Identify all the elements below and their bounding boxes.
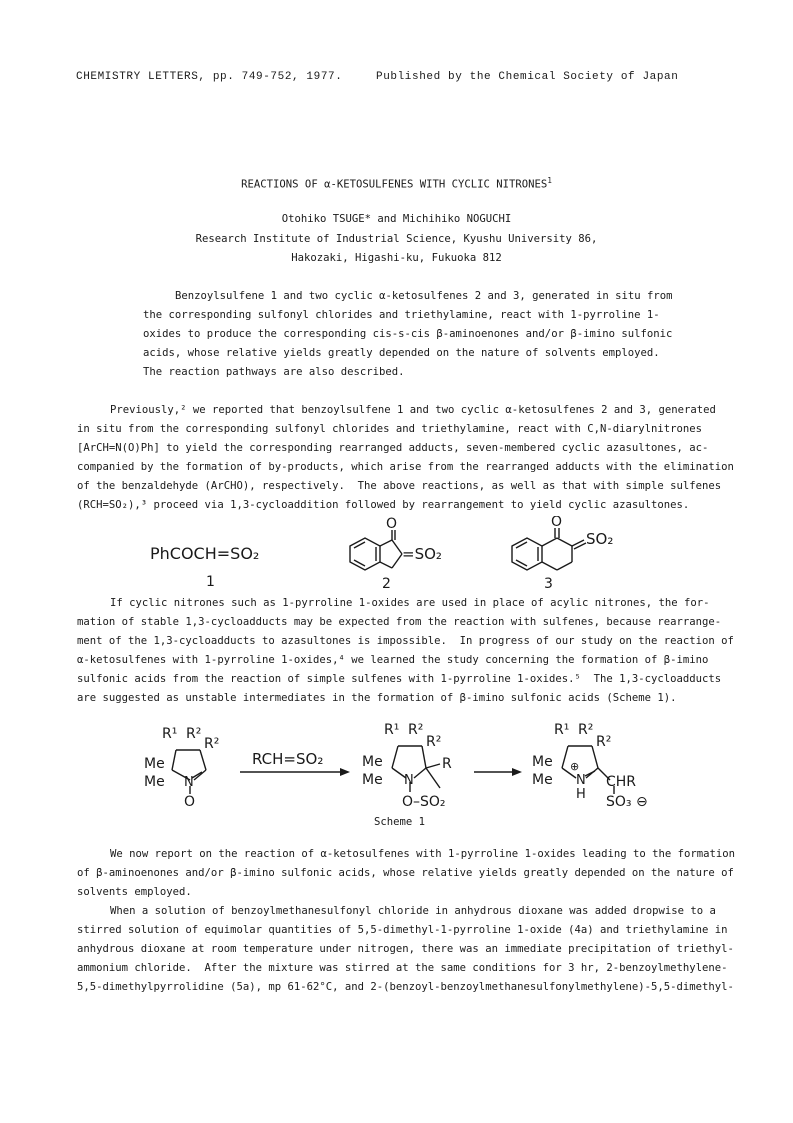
authors: Otohiko TSUGE* and Michihiko NOGUCHI <box>281 213 512 225</box>
r1-label: R¹ <box>384 722 400 738</box>
body-line: [ArCH=N(O)Ph] to yield the corresponding rearranged adducts, seven-membered cyclic azasultones, ac- <box>77 442 709 454</box>
body-line: mation of stable 1,3-cycloadducts may be expected from the reaction with sulfenes, because rearrange- <box>77 616 722 628</box>
abstract-line: Benzoylsulfene 1 and two cyclic α-ketosulfenes 2 and 3, generated in situ from <box>175 290 673 302</box>
body-line: Previously,² we reported that benzoylsulfene 1 and two cyclic α-ketosulfenes 2 and 3, generated <box>110 404 716 416</box>
reagent-label: RCH=SO₂ <box>252 750 324 768</box>
body-line: solvents employed. <box>77 886 192 898</box>
r-label: R <box>442 756 452 772</box>
affiliation-line-1: Research Institute of Industrial Science, Kyushu University 86, <box>195 233 598 245</box>
body-line: ment of the 1,3-cycloadducts to azasultones is impossible. In progress of our study on the reaction of <box>77 635 734 647</box>
arrow-head-1 <box>340 768 350 776</box>
body-line: (RCH=SO₂),³ proceed via 1,3-cycloaddition followed by rearrangement to yield cyclic azasultones. <box>77 499 690 511</box>
body-line: sulfonic acids from the reaction of simple sulfenes with 1-pyrroline 1-oxides.⁵ The 1,3-cycloadducts <box>77 673 722 685</box>
body-line: of the benzaldehyde (ArCHO), respectively. The above reactions, as well as that with simple sulfenes <box>77 480 722 492</box>
arrow-head-2 <box>512 768 522 776</box>
r1-label: R¹ <box>554 722 570 738</box>
r2-label: R² <box>596 734 612 750</box>
methyl-label: Me <box>144 774 165 790</box>
methyl-label: Me <box>362 772 383 788</box>
paper-title <box>0 176 793 191</box>
compound-1-formula: PhCOCH=SO₂ <box>150 544 260 563</box>
sultone-label: O–SO₂ <box>402 794 446 810</box>
body-line: We now report on the reaction of α-ketosulfenes with 1-pyrroline 1-oxides leading to the formation <box>110 848 736 860</box>
compound-3-label: 3 <box>544 576 553 592</box>
r2-label: R² <box>204 736 220 752</box>
r1-label: R¹ <box>162 726 178 742</box>
r2-label: R² <box>426 734 442 750</box>
methyl-label: Me <box>362 754 383 770</box>
compound-3-so2: SO₂ <box>586 530 614 548</box>
scheme-1-diagram <box>140 716 700 812</box>
compound-1-label: 1 <box>206 574 215 590</box>
r2-label: R² <box>578 722 594 738</box>
compound-2-so2: =SO₂ <box>402 545 442 563</box>
body-line: When a solution of benzoylmethanesulfonyl chloride in anhydrous dioxane was added dropwise to a <box>110 905 716 917</box>
sulfonate-label: SO₃ ⊖ <box>606 794 648 810</box>
chr-label: CHR <box>606 774 637 790</box>
compound-2-oxygen: O <box>386 516 398 532</box>
body-line: of β-aminoenones and/or β-imino sulfonic acids, whose relative yields greatly depended on the nature of <box>77 867 734 879</box>
r2-label: R² <box>186 726 202 742</box>
r2-label: R² <box>408 722 424 738</box>
body-line: ammonium chloride. After the mixture was stirred at the same conditions for 3 hr, 2-benzoylmethylene- <box>77 962 728 974</box>
cycloadduct-structure <box>392 746 440 792</box>
affiliation-line-2: Hakozaki, Higashi-ku, Fukuoka 812 <box>291 252 502 264</box>
nitrogen-label: N <box>404 773 414 788</box>
compound-2-structure <box>350 530 402 570</box>
body-line: α-ketosulfenes with 1-pyrroline 1-oxides,⁴ we learned the study concerning the formation of β-imino <box>77 654 709 666</box>
nitrogen-label: N <box>184 775 194 790</box>
paper-title-text: REACTIONS OF α-KETOSULFENES WITH CYCLIC NITRONES <box>241 178 548 191</box>
methyl-label: Me <box>532 754 553 770</box>
journal-citation: CHEMISTRY LETTERS, pp. 749-752, 1977. <box>76 71 343 83</box>
body-line: If cyclic nitrones such as 1-pyrroline 1-oxides are used in place of acylic nitrones, the for- <box>110 597 710 609</box>
body-line: 5,5-dimethylpyrrolidine (5a), mp 61-62°C, and 2-(benzoyl-benzoylmethanesulfonylmethylene)-5,5-dimethyl- <box>77 981 734 993</box>
publisher-line: Published by the Chemical Society of Japan <box>376 71 679 83</box>
body-line: stirred solution of equimolar quantities of 5,5-dimethyl-1-pyrroline 1-oxide (4a) and triethylamine in <box>77 924 728 936</box>
positive-charge: ⊕ <box>570 760 580 773</box>
compound-3-structure <box>512 528 586 570</box>
abstract-line: acids, whose relative yields greatly depended on the nature of solvents employed. <box>143 347 660 359</box>
abstract-line: oxides to produce the corresponding cis-s-cis β-aminoenones and/or β-imino sulfonic <box>143 328 673 340</box>
body-line: in situ from the corresponding sulfonyl chlorides and triethylamine, react with C,N-diarylnitrones <box>77 423 703 435</box>
body-line: companied by the formation of by-products, which arise from the rearranged adducts with the elimination <box>77 461 734 473</box>
compound-2-label: 2 <box>382 576 391 592</box>
abstract-line: the corresponding sulfonyl chlorides and triethylamine, react with 1-pyrroline 1- <box>143 309 660 321</box>
compound-3-oxygen: O <box>551 516 563 530</box>
title-footnote-ref: 1 <box>547 176 552 185</box>
abstract-line: The reaction pathways are also described. <box>143 366 405 378</box>
methyl-label: Me <box>532 772 553 788</box>
body-line: are suggested as unstable intermediates in the formation of β-imino sulfonic acids (Scheme 1). <box>77 692 677 704</box>
nitrogen-label: N <box>576 773 586 788</box>
scheme-caption: Scheme 1 <box>374 816 426 828</box>
methyl-label: Me <box>144 756 165 772</box>
body-line: anhydrous dioxane at room temperature under nitrogen, there was an immediate precipitation of triethyl- <box>77 943 734 955</box>
compound-structures <box>120 516 640 598</box>
oxygen-label: O <box>184 794 196 810</box>
hydrogen-label: H <box>576 787 586 802</box>
